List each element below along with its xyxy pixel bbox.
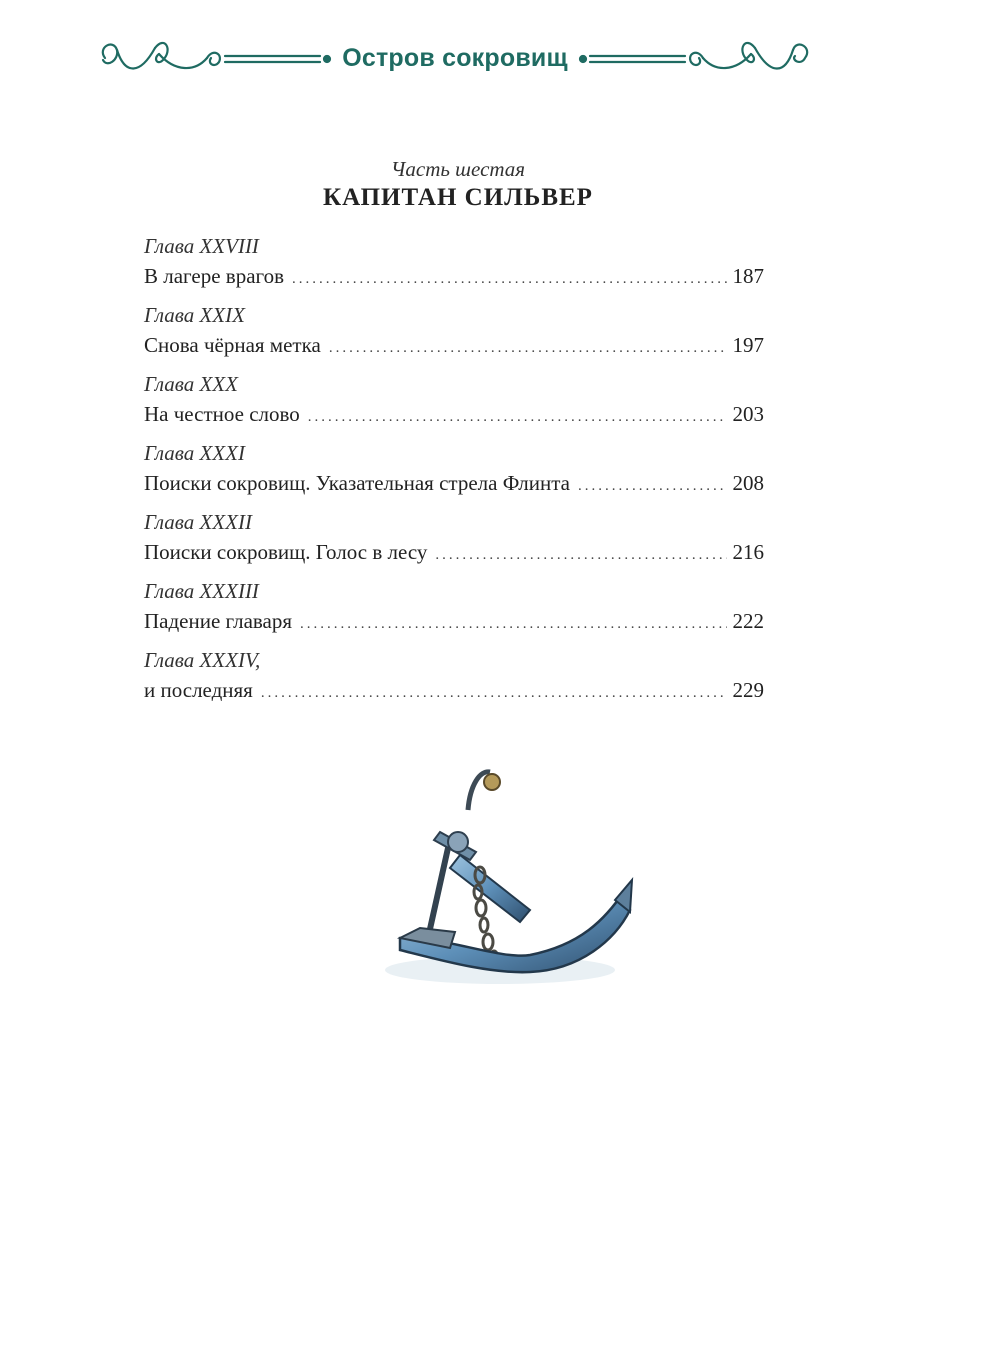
- dot-leader: [578, 472, 727, 500]
- page-number: 187: [732, 264, 764, 288]
- toc-entry[interactable]: [144, 646, 764, 715]
- toc-entry[interactable]: [144, 439, 764, 508]
- toc-line: [144, 400, 764, 431]
- page-number: 203: [732, 402, 764, 426]
- anchor-icon: [380, 760, 640, 1000]
- chapter-number: Глава XXXII: [144, 510, 252, 534]
- chapter-number: Глава XXVIII: [144, 234, 259, 258]
- toc-line: [144, 262, 764, 293]
- part-title: КАПИТАН СИЛЬВЕР: [323, 184, 593, 211]
- table-of-contents: [144, 232, 764, 715]
- page-number: 208: [732, 471, 764, 495]
- chapter-number: Глава XXXIII: [144, 579, 259, 603]
- toc-line: [144, 538, 764, 569]
- chapter-title: и последняя: [144, 678, 253, 702]
- dot-leader: [261, 679, 727, 707]
- toc-line: [144, 676, 764, 707]
- toc-line: [144, 331, 764, 362]
- toc-entry[interactable]: [144, 301, 764, 370]
- chapter-number: Глава XXX: [144, 372, 238, 396]
- dot-leader: [292, 265, 726, 293]
- part-label: Часть шестая: [390, 157, 526, 181]
- chapter-title: Поиски сокровищ. Голос в лесу: [144, 540, 428, 564]
- dot-leader: [329, 334, 727, 362]
- page-number: 222: [732, 609, 764, 633]
- page-number: 229: [732, 678, 764, 702]
- chapter-number: Глава XXIX: [144, 303, 245, 327]
- toc-line: [144, 607, 764, 638]
- chapter-number: Глава XXXIV,: [144, 648, 261, 672]
- chapter-title: Поиски сокровищ. Указательная стрела Флинта: [144, 471, 570, 495]
- chapter-title: На честное слово: [144, 402, 300, 426]
- chapter-title: Падение главаря: [144, 609, 293, 633]
- dot-leader: [300, 610, 726, 638]
- toc-entry[interactable]: [144, 577, 764, 646]
- running-header: [95, 30, 815, 90]
- dot-leader: [435, 541, 726, 569]
- toc-entry[interactable]: [144, 508, 764, 577]
- chapter-title: Снова чёрная метка: [144, 333, 321, 357]
- dot-leader: [308, 403, 727, 431]
- chapter-number: Глава XXXI: [144, 441, 245, 465]
- running-header-title: Остров сокровищ: [342, 44, 568, 72]
- toc-line: [144, 469, 764, 500]
- toc-entry[interactable]: [144, 370, 764, 439]
- toc-entry[interactable]: [144, 232, 764, 301]
- page-number: 216: [732, 540, 764, 564]
- chapter-title: В лагере врагов: [144, 264, 285, 288]
- page-number: 197: [732, 333, 764, 357]
